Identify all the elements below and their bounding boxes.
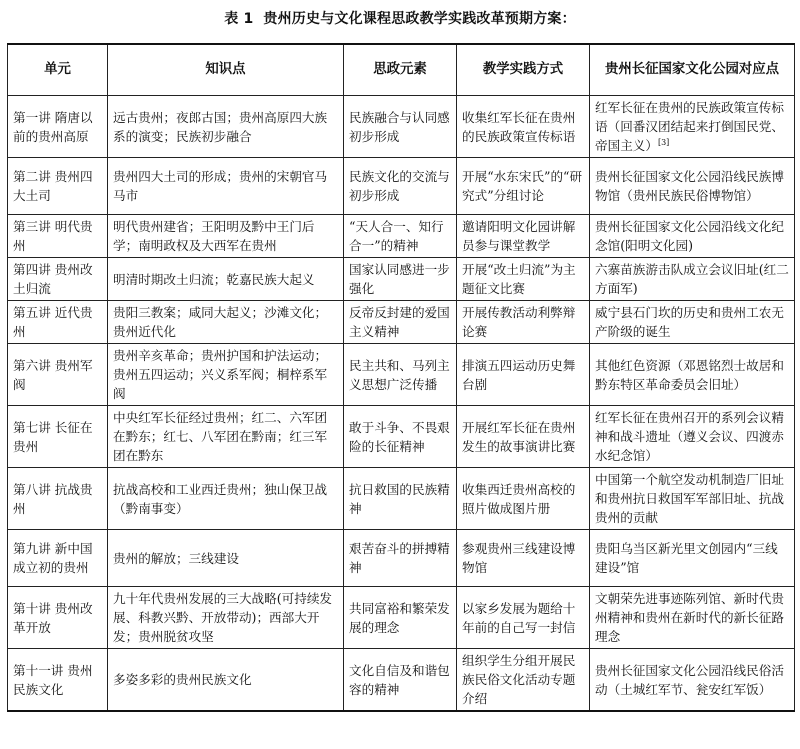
- cell-knowledge-text: 贵州辛亥革命；贵州护国和护法运动；贵州五四运动；兴义系军阀；桐梓系军阀: [113, 348, 328, 401]
- cell-site-text: 贵州长征国家文化公园沿线民俗活动（土城红军节、瓮安红军饭）: [595, 662, 784, 697]
- cell-unit-text: 第四讲 贵州改土归流: [13, 262, 93, 296]
- cell-element: [344, 215, 457, 258]
- cell-unit-text: 第三讲 明代贵州: [13, 219, 93, 253]
- cell-site: [590, 158, 795, 215]
- cell-knowledge-text: 抗战高校和工业西迁贵州；独山保卫战（黔南事变）: [113, 481, 328, 516]
- cell-practice-text: 开展“水东宋氏”的“研究式”分组讨论: [462, 169, 583, 203]
- cell-site-text: 威宁县石门坎的历史和贵州工农无产阶级的诞生: [595, 305, 784, 339]
- cell-element: [344, 587, 457, 649]
- cell-element-text: 艰苦奋斗的拼搏精神: [349, 541, 450, 575]
- cell-practice-text: 开展传教活动利弊辩论赛: [462, 305, 576, 339]
- table-header-row: [8, 44, 795, 96]
- cell-knowledge: [108, 301, 344, 344]
- cell-unit-text: 第二讲 贵州四大土司: [13, 169, 93, 203]
- table-row: [8, 344, 795, 406]
- cell-practice: [457, 344, 590, 406]
- cell-practice-text: 开展“改土归流”为主题征文比赛: [462, 262, 576, 296]
- cell-unit-text: 第一讲 隋唐以前的贵州高原: [13, 109, 93, 144]
- header-element: 思政元素: [344, 44, 457, 96]
- cell-knowledge-text: 远古贵州；夜郎古国；贵州高原四大族系的演变；民族初步融合: [113, 109, 328, 144]
- table-row: [8, 530, 795, 587]
- cell-practice-text: 邀请阳明文化园讲解员参与课堂教学: [462, 219, 576, 253]
- cell-practice: [457, 587, 590, 649]
- cell-knowledge: [108, 258, 344, 301]
- table-row: [8, 406, 795, 468]
- table-body: [8, 96, 795, 712]
- cell-knowledge: [108, 406, 344, 468]
- cell-knowledge-text: 贵州四大土司的形成；贵州的宋朝官马马市: [113, 169, 328, 203]
- cell-practice-text: 收集红军长征在贵州的民族政策宣传标语: [462, 109, 576, 144]
- cell-site-text: 贵阳乌当区新光里文创园内“三线建设”馆: [595, 541, 778, 575]
- header-knowledge: 知识点: [108, 44, 344, 96]
- cell-element-text: 文化自信及和谐包容的精神: [349, 662, 450, 697]
- cell-element-text: 共同富裕和繁荣发展的理念: [349, 600, 450, 635]
- cell-practice-text: 参观贵州三线建设博物馆: [462, 541, 576, 575]
- cell-element-text: 敢于斗争、不畏艰险的长征精神: [349, 419, 450, 454]
- cell-practice: [457, 96, 590, 158]
- cell-unit: [8, 158, 108, 215]
- cell-knowledge-text: 贵州的解放；三线建设: [113, 550, 239, 566]
- cell-element: [344, 530, 457, 587]
- cell-element: [344, 649, 457, 712]
- table-row: [8, 649, 795, 712]
- cell-unit: [8, 406, 108, 468]
- cell-knowledge: [108, 468, 344, 530]
- cell-element: [344, 158, 457, 215]
- table-row: [8, 258, 795, 301]
- cell-knowledge: [108, 344, 344, 406]
- cell-knowledge: [108, 530, 344, 587]
- cell-knowledge: [108, 587, 344, 649]
- cell-unit-text: 第五讲 近代贵州: [13, 305, 93, 339]
- cell-unit-text: 第十一讲 贵州民族文化: [13, 662, 93, 697]
- cell-knowledge: [108, 158, 344, 215]
- cell-site-text: 贵州长征国家文化公园沿线文化纪念馆(阳明文化园): [595, 219, 784, 253]
- cell-site: [590, 344, 795, 406]
- cell-element: [344, 258, 457, 301]
- cell-site: [590, 530, 795, 587]
- teaching-plan-table: [7, 43, 795, 712]
- cell-element-text: 反帝反封建的爱国主义精神: [349, 305, 450, 339]
- cell-element-text: 国家认同感进一步强化: [349, 262, 450, 296]
- cell-element: [344, 468, 457, 530]
- cell-site-text: 中国第一个航空发动机制造厂旧址和贵州抗日救国军军部旧址、抗战贵州的贡献: [595, 472, 784, 525]
- cell-unit: [8, 215, 108, 258]
- cell-unit: [8, 301, 108, 344]
- cell-knowledge-text: 明清时期改土归流；乾嘉民族大起义: [113, 271, 315, 287]
- cell-site: [590, 406, 795, 468]
- header-unit: 单元: [8, 44, 108, 96]
- cell-knowledge: [108, 649, 344, 712]
- cell-practice: [457, 258, 590, 301]
- cell-site: [590, 301, 795, 344]
- header-site: 贵州长征国家文化公园对应点: [590, 44, 795, 96]
- cell-element: [344, 406, 457, 468]
- cell-knowledge: [108, 215, 344, 258]
- cell-practice: [457, 649, 590, 712]
- cell-practice: [457, 158, 590, 215]
- table-row: [8, 301, 795, 344]
- cell-site-text: 贵州长征国家文化公园沿线民族博物馆（贵州民族民俗博物馆）: [595, 169, 784, 203]
- cell-practice-text: 以家乡发展为题给十年前的自己写一封信: [462, 600, 576, 635]
- cell-knowledge-text: 贵阳三教案；咸同大起义；沙滩文化；贵州近代化: [113, 305, 328, 339]
- cell-knowledge-text: 明代贵州建省；王阳明及黔中王门后学；南明政权及大西军在贵州: [113, 219, 315, 253]
- table-row: [8, 587, 795, 649]
- cell-unit: [8, 530, 108, 587]
- cell-practice: [457, 530, 590, 587]
- cell-knowledge: [108, 96, 344, 158]
- table-caption: [0, 8, 800, 28]
- cell-knowledge-text: 多姿多彩的贵州民族文化: [113, 672, 252, 687]
- cell-site: [590, 215, 795, 258]
- cell-site-text: 六寨苗族游击队成立会议旧址(红二方面军): [595, 262, 789, 296]
- cell-site: [590, 587, 795, 649]
- cell-practice: [457, 406, 590, 468]
- cell-practice-text: 组织学生分组开展民族民俗文化活动专题介绍: [462, 653, 576, 706]
- header-practice: 教学实践方式: [457, 44, 590, 96]
- table-number: 表 1: [224, 11, 254, 27]
- cell-practice: [457, 301, 590, 344]
- cell-element: [344, 301, 457, 344]
- cell-practice-text: 开展红军长征在贵州发生的故事演讲比赛: [462, 419, 576, 454]
- cell-site-text: 红军长征在贵州的民族政策宣传标语（回番汉团结起来打倒国民党、帝国主义）: [595, 100, 784, 153]
- cell-site: [590, 258, 795, 301]
- cell-element-text: 民族文化的交流与初步形成: [349, 169, 450, 203]
- table-row: [8, 158, 795, 215]
- cell-knowledge-text: 中央红军长征经过贵州；红二、六军团在黔东；红七、八军团在黔南；红三军团在黔东: [113, 410, 328, 463]
- cell-element-text: 民族融合与认同感初步形成: [349, 109, 450, 144]
- cell-site-text: 红军长征在贵州召开的系列会议精神和战斗遗址（遵义会议、四渡赤水纪念馆）: [595, 410, 784, 463]
- cell-unit: [8, 344, 108, 406]
- cell-unit: [8, 587, 108, 649]
- table-title: 贵州历史与文化课程思政教学实践改革预期方案：: [263, 11, 576, 27]
- cell-element: [344, 96, 457, 158]
- cell-unit-text: 第六讲 贵州军阀: [13, 357, 93, 392]
- cell-unit: [8, 96, 108, 158]
- cell-element-text: “天人合一、知行合一”的精神: [349, 219, 444, 253]
- cell-element-text: 抗日救国的民族精神: [349, 481, 450, 516]
- cell-site: [590, 649, 795, 712]
- cell-unit: [8, 649, 108, 712]
- table-row: [8, 215, 795, 258]
- cell-site: [590, 468, 795, 530]
- cell-practice-text: 收集西迁贵州高校的照片做成图片册: [462, 481, 576, 516]
- cell-practice: [457, 468, 590, 530]
- cell-unit-text: 第八讲 抗战贵州: [13, 481, 93, 516]
- table-row: [8, 96, 795, 158]
- cell-practice: [457, 215, 590, 258]
- cell-unit-text: 第九讲 新中国成立初的贵州: [13, 541, 93, 575]
- cell-element-text: 民主共和、马列主义思想广泛传播: [349, 357, 450, 392]
- citation-marker: [3]: [657, 137, 670, 147]
- table-row: [8, 468, 795, 530]
- cell-unit-text: 第七讲 长征在贵州: [13, 419, 93, 454]
- cell-unit-text: 第十讲 贵州改革开放: [13, 600, 93, 635]
- cell-practice-text: 排演五四运动历史舞台剧: [462, 357, 576, 392]
- cell-site-text: 其他红色资源（邓恩铭烈士故居和黔东特区革命委员会旧址）: [595, 357, 784, 392]
- cell-knowledge-text: 九十年代贵州发展的三大战略(可持续发展、科教兴黔、开放带动)；西部大开发；贵州脱贫攻坚: [113, 591, 333, 644]
- cell-unit: [8, 468, 108, 530]
- cell-site: [590, 96, 795, 158]
- cell-unit: [8, 258, 108, 301]
- cell-element: [344, 344, 457, 406]
- cell-site-text: 文朝荣先进事迹陈列馆、新时代贵州精神和贵州在新时代的新长征路理念: [595, 591, 784, 644]
